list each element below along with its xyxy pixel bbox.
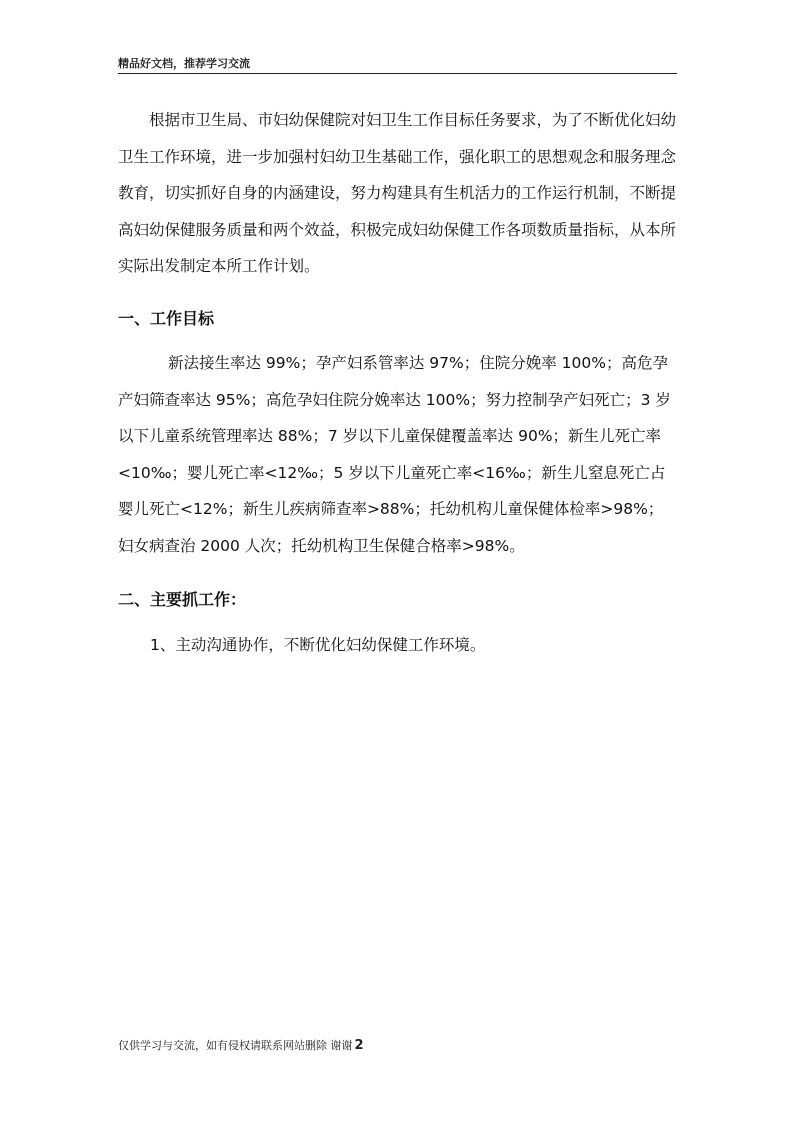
- page-header: [118, 57, 677, 74]
- section-heading-main-work: 二、主要抓工作：: [118, 590, 247, 609]
- goals-paragraph: 新法接生率达 99%；孕产妇系管率达 97%；住院分娩率 100%；高危孕产妇筛查率达 95%；高危孕妇住院分娩率达 100%；努力控制孕产妇死亡；3 岁以下儿童系统管理率达 88%；7 岁以下儿童保健覆盖率达 90%；新生儿死亡率<10‰；婴儿死亡率<12‰；5 岁以下儿童死亡率<16‰；新生儿窒息死亡占婴儿死亡<12%；新生儿疾病筛查率>88%；托幼机构儿童保健体检率>98%；妇女病查治 2000 人次；托幼机构卫生保健合格率>98%。: [118, 354, 671, 555]
- footer-text: 仅供学习与交流，如有侵权请联系网站删除 谢谢: [118, 1039, 353, 1052]
- page-footer: [118, 1038, 364, 1054]
- intro-paragraph: 根据市卫生局、市妇幼保健院对妇卫生工作目标任务要求，为了不断优化妇幼卫生工作环境，进一步加强村妇幼卫生基础工作，强化职工的思想观念和服务理念教育，切实抓好自身的内涵建设，努力构建具有生机活力的工作运行机制，不断提高妇幼保健服务质量和两个效益，积极完成妇幼保健工作各项数质量指标，从本所实际出发制定本所工作计划。: [118, 111, 677, 275]
- page-number: 2: [354, 1038, 364, 1053]
- section-heading-goals: 一、工作目标: [118, 309, 215, 328]
- header-text: 精品好文档，推荐学习交流: [118, 57, 250, 70]
- work-item-1: 1、主动沟通协作，不断优化妇幼保健工作环境。: [150, 636, 486, 654]
